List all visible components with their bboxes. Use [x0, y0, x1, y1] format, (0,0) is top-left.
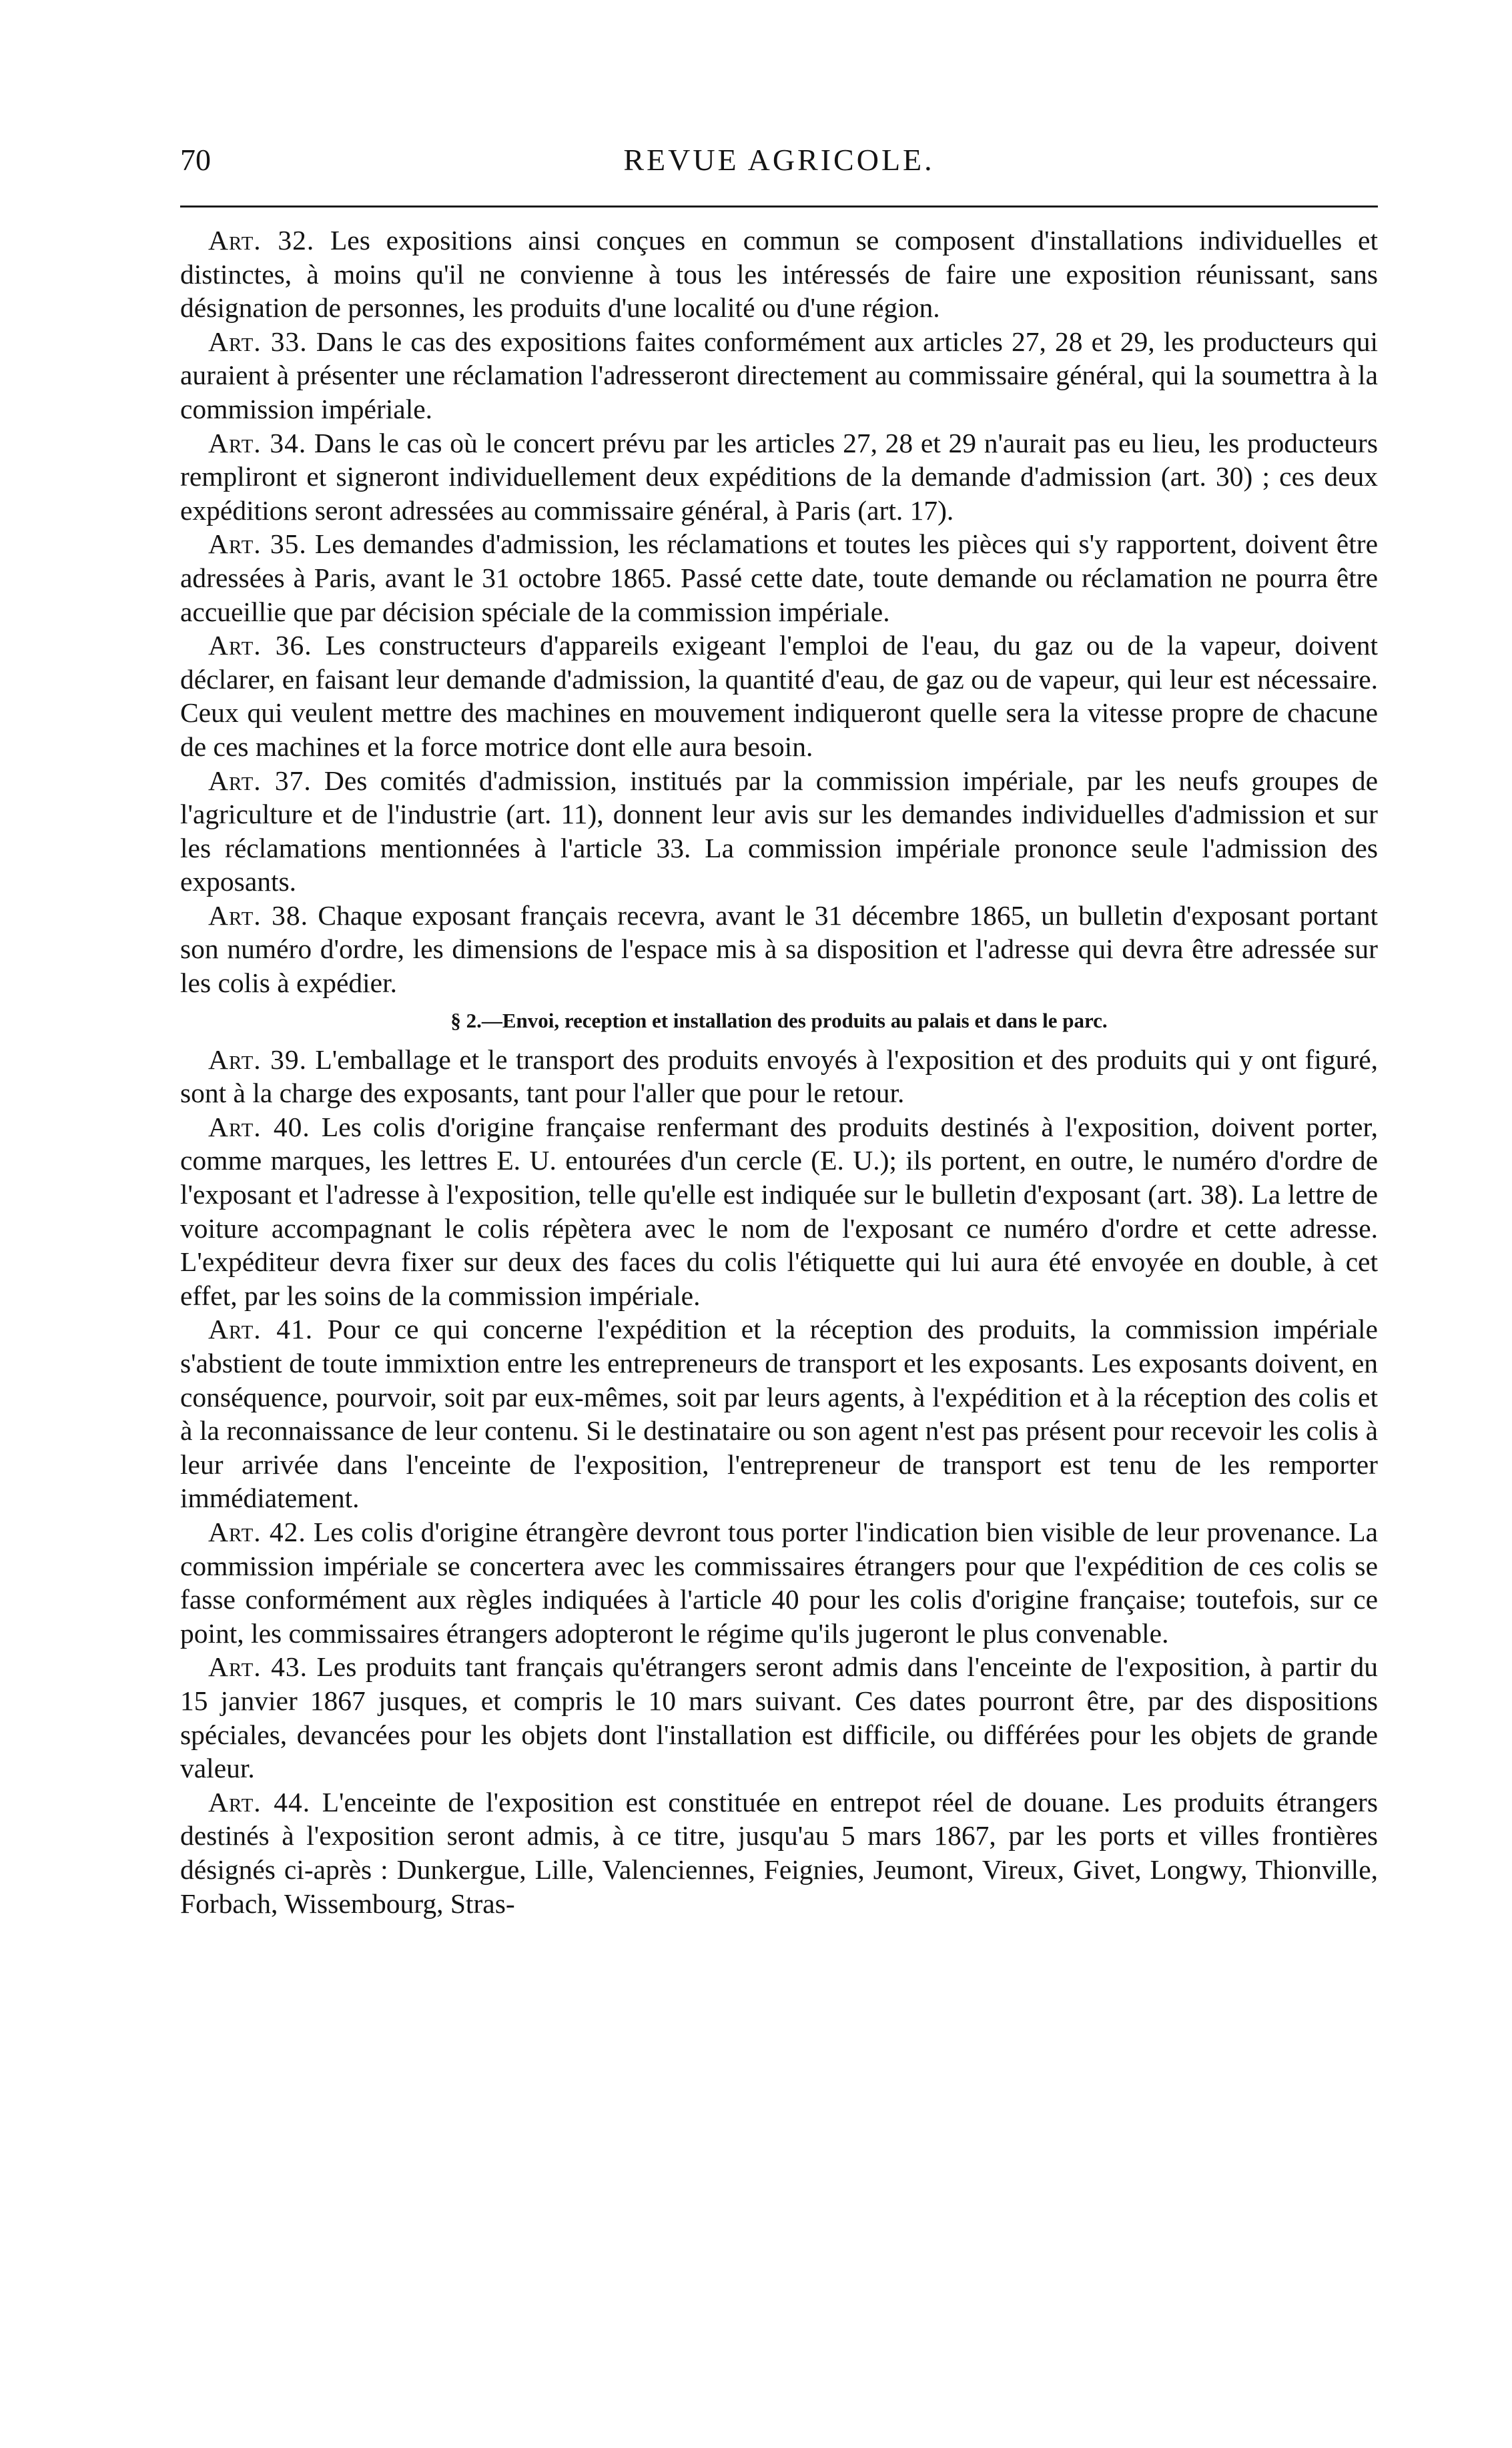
article-paragraph [180, 224, 1378, 325]
article-label: Art. 33. [208, 326, 308, 357]
article-paragraph [180, 764, 1378, 899]
article-label: Art. 38. [208, 899, 308, 931]
article-label: Art. 40. [208, 1111, 310, 1142]
article-label: Art. 42. [208, 1516, 306, 1547]
article-paragraph [180, 629, 1378, 763]
article-paragraph [180, 1110, 1378, 1313]
article-text: Chaque exposant français recevra, avant le 31 décembre 1865, un bulletin d'exposant portant son numéro d'ordre, les dimensions de l'espace mis à sa disposition et l'adresse qui devra être adressée sur les colis à expédier. [180, 899, 1378, 999]
article-label: Art. 34. [208, 427, 307, 458]
article-label: Art. 39. [208, 1044, 307, 1075]
page-number: 70 [180, 143, 211, 177]
article-paragraph [180, 1650, 1378, 1785]
article-paragraph [180, 527, 1378, 629]
article-text: Les constructeurs d'appareils exigeant l'emploi de l'eau, du gaz ou de la vapeur, doivent déclarer, en faisant leur demande d'admission, la quantité d'eau, de gaz ou de vapeur, qui leur est nécessaire. Ceux qui veulent mettre des machines en mouvement indiqueront quelle sera la vitesse propre de chacune de ces machines et la force motrice dont elle aura besoin. [180, 630, 1378, 762]
article-paragraph [180, 1043, 1378, 1110]
article-text: Les colis d'origine étrangère devront tous porter l'indication bien visible de leur provenance. La commission impériale se concertera avec les commissaires étrangers pour que l'expédition de ces colis se fasse conformément aux règles indiquées à l'article 40 pour les colis d'origine française; toutefois, sur ce point, les commissaires étrangers adopteront le régime qu'ils jugeront le plus convenable. [180, 1516, 1378, 1649]
article-text: Les produits tant français qu'étrangers seront admis dans l'enceinte de l'exposition, à partir du 15 janvier 1867 jusques, et compris le 10 mars suivant. Ces dates pourront être, par des dispositions spéciales, devancées pour les objets dont l'installation est difficile, ou différées pour les objets de grande valeur. [180, 1651, 1378, 1784]
page-header [180, 137, 1378, 190]
article-text: Les expositions ainsi conçues en commun se composent d'installations individuelles et distinctes, à moins qu'il ne convienne à tous les intéressés de faire une exposition réunissant, sans désignation de personnes, les produits d'une localité ou d'une région. [180, 225, 1378, 324]
article-label: Art. 44. [208, 1786, 311, 1817]
article-paragraph [180, 325, 1378, 426]
article-text: Pour ce qui concerne l'expédition et la réception des produits, la commission impériale s'abstient de toute immixtion entre les entrepreneurs de transport et les exposants. Les exposants doivent, en conséquence, pourvoir, soit par eux-mêmes, soit par leurs agents, à l'expédition et à la réception des colis et à la reconnaissance de leur contenu. Si le destinataire ou son agent n'est pas présent pour recevoir les colis à leur arrivée dans l'enceinte de l'exposition, l'entrepreneur de transport est tenu de les remporter immédiatement. [180, 1314, 1378, 1514]
article-text: Des comités d'admission, institués par la commission impériale, par les neufs groupes de l'agriculture et de l'industrie (art. 11), donnent leur avis sur les demandes individuelles d'admission et sur les réclamations mentionnées à l'article 33. La commission impériale prononce seule l'admission des exposants. [180, 765, 1378, 897]
article-label: Art. 32. [208, 225, 315, 256]
article-paragraph [180, 899, 1378, 1000]
article-text: Dans le cas où le concert prévu par les articles 27, 28 et 29 n'aurait pas eu lieu, les producteurs rempliront et signeront individuellement deux expéditions de la demande d'admission (art. 30) ; ces deux expéditions seront adressées au commissaire général, à Paris (art. 17). [180, 427, 1378, 526]
article-label: Art. 35. [208, 528, 307, 560]
article-label: Art. 37. [208, 765, 312, 796]
section-heading: § 2.—Envoi, reception et installation des produits au palais et dans le parc. [450, 1008, 1108, 1032]
article-paragraph [180, 426, 1378, 528]
article-text: Les colis d'origine française renfermant des produits destinés à l'exposition, doivent porter, comme marques, les lettres E. U. entourées d'un cercle (E. U.); ils portent, en outre, le numéro d'ordre de l'exposant et l'adresse à l'exposition, telle qu'elle est indiquée sur le bulletin d'exposant (art. 38). La lettre de voiture accompagnant le colis répètera avec le nom de l'exposant ce numéro d'ordre et cette adresse. L'expéditeur devra fixer sur deux des faces du colis l'étiquette qui lui aura été envoyée en double, à cet effet, par les soins de la commission impériale. [180, 1111, 1378, 1311]
running-title: REVUE AGRICOLE. [623, 143, 935, 177]
header-rule [180, 206, 1378, 208]
article-label: Art. 43. [208, 1651, 308, 1683]
article-text: L'enceinte de l'exposition est constituée en entrepot réel de douane. Les produits étrangers destinés à l'exposition seront admis, à ce titre, jusqu'au 5 mars 1867, par les ports et villes frontières désignés ci-après : Dunkergue, Lille, Valenciennes, Feignies, Jeumont, Vireux, Givet, Longwy, Thionville, Forbach, Wissembourg, Stras- [180, 1786, 1378, 1919]
article-text: Les demandes d'admission, les réclamations et toutes les pièces qui s'y rapportent, doivent être adressées à Paris, avant le 31 octobre 1865. Passé cette date, toute demande ou réclamation ne pourra être accueillie que par décision spéciale de la commission impériale. [180, 528, 1378, 627]
body-text [180, 224, 1378, 1920]
article-paragraph [180, 1515, 1378, 1650]
article-text: L'emballage et le transport des produits envoyés à l'exposition et des produits qui y ont figuré, sont à la charge des exposants, tant pour l'aller que pour le retour. [180, 1044, 1378, 1109]
article-text: Dans le cas des expositions faites conformément aux articles 27, 28 et 29, les producteurs qui auraient à présenter une réclamation l'adresseront directement au commissaire général, qui la soumettra à la commission impériale. [180, 326, 1378, 424]
article-paragraph [180, 1785, 1378, 1920]
article-label: Art. 36. [208, 630, 312, 661]
article-label: Art. 41. [208, 1314, 314, 1345]
article-paragraph [180, 1312, 1378, 1515]
